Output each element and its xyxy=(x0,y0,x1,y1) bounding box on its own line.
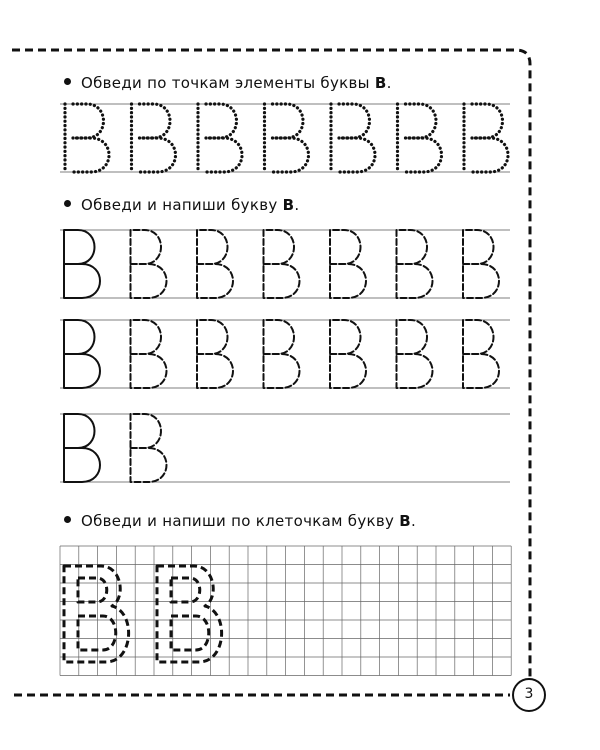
dotted-element xyxy=(464,104,508,172)
instruction-suffix: . xyxy=(294,196,300,214)
dotted-element xyxy=(331,104,375,172)
dotted-bowls xyxy=(472,104,508,172)
writing-lines xyxy=(60,104,510,482)
instruction-text: Обведи и напиши по клеточкам букву xyxy=(81,512,395,530)
dotted-letter-elements[interactable] xyxy=(65,104,508,172)
dotted-element xyxy=(198,104,242,172)
instruction-letter: В xyxy=(399,512,411,530)
traced-letter-b xyxy=(264,230,300,298)
traced-letter-b xyxy=(264,320,300,388)
dotted-bowls xyxy=(406,104,442,172)
dotted-bowls xyxy=(140,104,176,172)
dotted-bowls xyxy=(206,104,242,172)
traced-letter-b xyxy=(131,414,167,482)
traced-letter-b xyxy=(330,230,366,298)
traced-letter-b xyxy=(330,320,366,388)
dotted-bowls xyxy=(273,104,309,172)
instruction-text: Обведи по точкам элементы буквы xyxy=(81,74,370,92)
sample-letter-b xyxy=(64,414,100,482)
letter-tracing-rows[interactable] xyxy=(64,230,499,482)
instruction-suffix: . xyxy=(386,74,392,92)
instruction-suffix: . xyxy=(411,512,417,530)
dotted-element xyxy=(65,104,109,172)
traced-letter-b xyxy=(397,320,433,388)
dotted-element xyxy=(132,104,176,172)
dotted-bowls xyxy=(73,104,109,172)
sample-letter-b xyxy=(64,320,100,388)
grid-letter-b xyxy=(64,566,129,662)
cell-grid[interactable] xyxy=(60,546,511,676)
dotted-bowls xyxy=(339,104,375,172)
traced-letter-b xyxy=(197,230,233,298)
page-number: 3 xyxy=(512,678,546,712)
traced-letter-b xyxy=(463,320,499,388)
traced-letter-b xyxy=(131,230,167,298)
dotted-element xyxy=(265,104,309,172)
grid-letter-traces[interactable] xyxy=(64,566,222,662)
traced-letter-b xyxy=(131,320,167,388)
dotted-element xyxy=(398,104,442,172)
instruction-letter: В xyxy=(282,196,295,214)
instruction-text: Обведи и напиши букву xyxy=(81,196,278,214)
grid-letter-b xyxy=(157,566,222,662)
traced-letter-b xyxy=(463,230,499,298)
traced-letter-b xyxy=(197,320,233,388)
instruction-letter: В xyxy=(374,74,387,92)
traced-letter-b xyxy=(397,230,433,298)
sample-letter-b xyxy=(64,230,100,298)
